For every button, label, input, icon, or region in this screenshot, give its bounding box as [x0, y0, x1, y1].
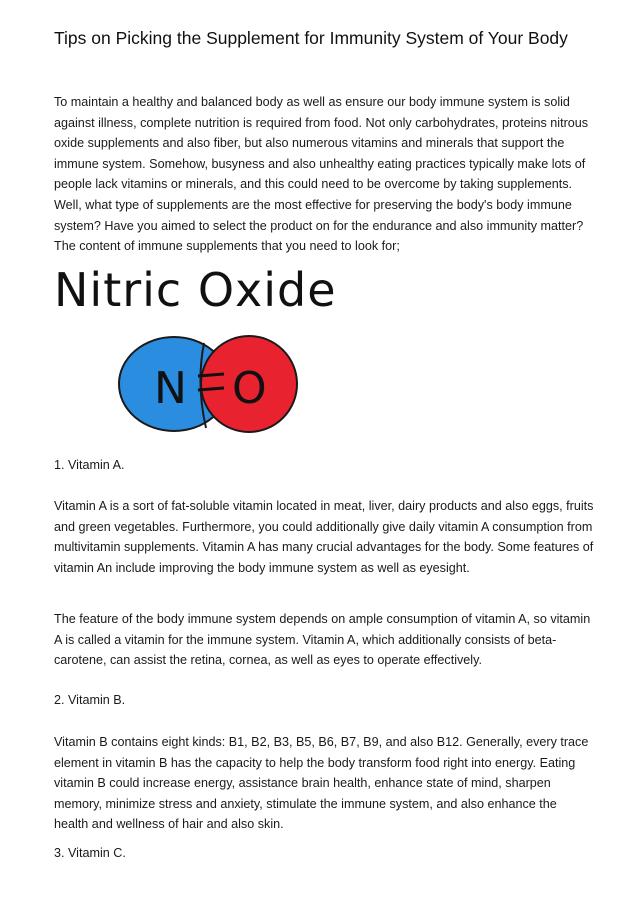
nitrogen-label: N — [154, 363, 187, 414]
section-heading-vitamin-b: 2. Vitamin B. — [54, 693, 126, 707]
illustration-heading: Nitric Oxide — [54, 263, 337, 317]
vitamin-b-paragraph-1: Vitamin B contains eight kinds: B1, B2, B3, B5, B6, B7, B9, and also B12. Generally, every trace element in vitamin B has the capacity to help the body transform food right into energy. Eating vitamin B could increase energy, assistance brain health, enhance state of mind, sharpen memory, minimize stress and anxiety, stimulate the immune system, and also enhance the health and wellness of hair and also skin. — [54, 735, 589, 832]
intro-paragraph: To maintain a healthy and balanced body as well as ensure our body immune system is solid against illness, complete nutrition is required from food. Not only carbohydrates, proteins nitrous oxide supplements and also fiber, but also numerous vitamins and minerals that support the immune system. Somehow, busyness and also unhealthy eating practices typically make lots of people lack vitamins or minerals, and this could need to be overcome by taking supplements. Well, what type of supplements are the most effective for preserving the body's body immune system? Have you aimed to select the product on for the endurance and also immunity matter? The content of immune supplements that you need to look for; — [54, 95, 589, 254]
section-heading-vitamin-a: 1. Vitamin A. — [54, 458, 125, 472]
vitamin-a-paragraph-1: Vitamin A is a sort of fat-soluble vitamin located in meat, liver, dairy products and also eggs, fruits and green vegetables. Furthermore, you could additionally give daily vitamin A consumption from multivitamin supplements. Vitamin A has many crucial advantages for the body. Some features of vitamin An include improving the body immune system as well as eyesight. — [54, 499, 594, 575]
section-heading-vitamin-c: 3. Vitamin C. — [54, 846, 126, 860]
nitric-oxide-drawing — [54, 258, 414, 438]
vitamin-a-paragraph-2: The feature of the body immune system depends on ample consumption of vitamin A, so vitamin A is called a vitamin for the immune system. Vitamin A, which additionally consists of beta-carotene, can assist the retina, cornea, as well as eyes to operate effectively. — [54, 612, 591, 668]
page-title: Tips on Picking the Supplement for Immunity System of Your Body — [54, 28, 568, 48]
double-bond-bottom — [198, 388, 224, 390]
oxygen-label: O — [232, 363, 267, 414]
double-bond-top — [198, 374, 224, 376]
nitric-oxide-illustration — [54, 258, 414, 438]
